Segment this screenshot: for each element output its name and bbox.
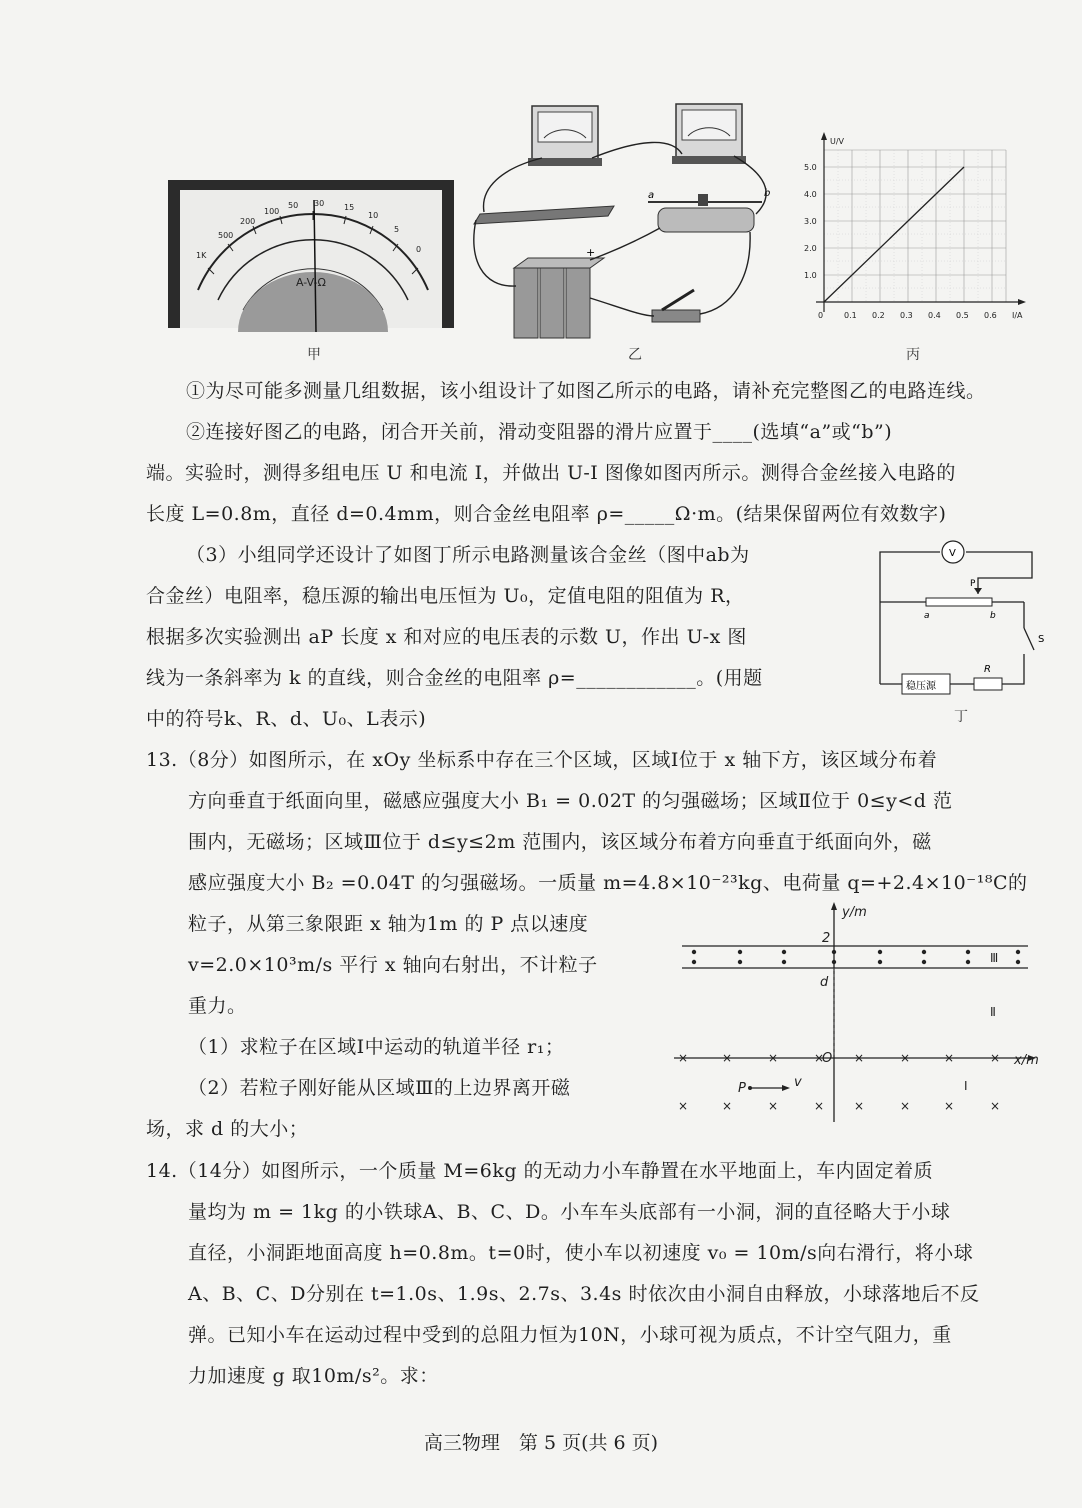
page-footer: 高三物理 第 5 页(共 6 页) <box>423 1432 659 1454</box>
q14-line2: 量均为 m = 1kg 的小铁球A、B、C、D。小车车头底部有一小洞，洞的直径略大于小球 <box>188 1201 951 1223</box>
figure-yi-circuit <box>472 98 782 348</box>
ui-line <box>824 167 964 302</box>
scale-mark: 30 <box>314 199 325 208</box>
svg-text:×: × <box>768 1099 779 1113</box>
svg-text:×: × <box>814 1051 825 1065</box>
terminal-a: a <box>648 190 655 201</box>
point-p-label: P <box>738 1081 746 1096</box>
scale-mark: 10 <box>368 211 379 220</box>
x-tick: 0.1 <box>844 311 857 320</box>
switch-icon <box>652 290 700 322</box>
y-tick: 2.0 <box>804 244 817 253</box>
q12-part3-line4: 线为一条斜率为 k 的直线，则合金丝的电阻率 ρ=____________。(用题 <box>146 667 763 689</box>
x-axis-label: x/m <box>1014 1053 1039 1068</box>
svg-text:×: × <box>678 1051 689 1065</box>
q12-sub2-line1: ②连接好图乙的电路，闭合开关前，滑动变阻器的滑片应置于____(选填“a”或“b”) <box>186 421 893 443</box>
q13-line4: 感应强度大小 B₂ =0.04T 的匀强磁场。一质量 m=4.8×10⁻²³kg、电荷量 q=+2.4×10⁻¹⁸C的 <box>188 872 1028 894</box>
svg-text:×: × <box>944 1051 955 1065</box>
x-tick: 0.5 <box>956 311 969 320</box>
region-3-label: Ⅲ <box>990 951 999 965</box>
scale-mark: 5 <box>394 225 400 234</box>
q12-sub2-line2: 端。实验时，测得多组电压 U 和电流 I，并做出 U-I 图像如图丙所示。测得合金丝接入电路的 <box>146 462 956 484</box>
q13-line6: v=2.0×10³m/s 平行 x 轴向右射出，不计粒子 <box>188 954 598 976</box>
q14-line3: 直径，小洞距地面高度 h=0.8m。t=0时，使小车以初速度 v₀ = 10m/s向右滑行，将小球 <box>188 1242 974 1264</box>
scale-mark: 100 <box>264 207 280 216</box>
region-1-label: Ⅰ <box>964 1079 968 1093</box>
q13-line3: 围内，无磁场；区域Ⅲ位于 d≤y≤2m 范围内，该区域分布着方向垂直于纸面向外，磁 <box>188 831 932 853</box>
scale-mark: 1K <box>196 251 207 260</box>
scale-mark: 500 <box>218 231 234 240</box>
y-tick: 3.0 <box>804 217 817 226</box>
origin-label: O <box>822 1051 833 1066</box>
q12-part3-line1: （3）小组同学还设计了如图丁所示电路测量该合金丝（图中ab为 <box>186 544 750 566</box>
q13-line1: 13.（8分）如图所示，在 xOy 坐标系中存在三个区域，区域Ⅰ位于 x 轴下方，该区域分布着 <box>146 749 938 771</box>
terminal-b: b <box>764 188 771 199</box>
q13-line8: （1）求粒子在区域Ⅰ中运动的轨道半径 r₁； <box>188 1036 565 1058</box>
source-label: 稳压源 <box>906 681 936 692</box>
svg-text:×: × <box>990 1051 1001 1065</box>
q12-sub2-line3: 长度 L=0.8m，直径 d=0.4mm，则合金丝电阻率 ρ=_____Ω·m。(结果保留两位有效数字) <box>146 503 947 525</box>
x-axis-label: I/A <box>1012 311 1023 320</box>
scale-mark: 50 <box>288 201 299 210</box>
y-tick: 5.0 <box>804 163 817 172</box>
q13-line5: 粒子，从第三象限距 x 轴为1m 的 P 点以速度 <box>188 913 589 935</box>
figure-bing-ui-graph <box>800 128 1040 328</box>
q14-line4: A、B、C、D分别在 t=1.0s、1.9s、2.7s、3.4s 时依次由小洞自由释放，小球落地后不反 <box>188 1283 980 1305</box>
switch-label: S <box>1038 634 1045 645</box>
svg-text:×: × <box>900 1051 911 1065</box>
alloy-wire <box>926 598 992 606</box>
x-tick: 0.6 <box>984 311 997 320</box>
voltmeter-label: V <box>949 548 956 559</box>
battery-plus: + <box>586 246 596 259</box>
scale-mark: 0 <box>416 245 422 254</box>
q14-line1: 14.（14分）如图所示，一个质量 M=6kg 的无动力小车静置在水平地面上，车内固定着质 <box>146 1160 934 1182</box>
y-axis-label: U/V <box>830 137 845 146</box>
figure-magnetic-field <box>668 900 1060 1130</box>
x-tick: 0.3 <box>900 311 913 320</box>
q14-line6: 力加速度 g 取10m/s²。求： <box>188 1365 439 1387</box>
svg-text:×: × <box>722 1099 733 1113</box>
figure-ding-circuit <box>866 538 1056 728</box>
q13-line9: （2）若粒子刚好能从区域Ⅲ的上边界离开磁 <box>188 1077 571 1099</box>
velocity-label: v <box>794 1075 802 1090</box>
svg-text:×: × <box>900 1099 911 1113</box>
point-b-label: b <box>990 611 996 621</box>
q13-line7: 重力。 <box>188 995 247 1017</box>
svg-text:×: × <box>990 1099 1001 1113</box>
region-2-label: Ⅱ <box>990 1005 996 1019</box>
y-tick: 4.0 <box>804 190 817 199</box>
svg-text:×: × <box>854 1051 865 1065</box>
point-p-label: P <box>970 579 976 589</box>
q12-part3-line3: 根据多次实验测出 aP 长度 x 和对应的电压表的示数 U，作出 U-x 图 <box>146 626 747 648</box>
tick-2: 2 <box>822 931 831 946</box>
scale-mark: 200 <box>240 217 256 226</box>
q12-part3-line2: 合金丝）电阻率，稳压源的输出电压恒为 U₀，定值电阻的阻值为 R， <box>146 585 745 607</box>
x-tick: 0.4 <box>928 311 941 320</box>
q14-line5: 弹。已知小车在运动过程中受到的总阻力恒为10N，小球可视为质点，不计空气阻力，重 <box>188 1324 952 1346</box>
scale-mark: 15 <box>344 203 355 212</box>
tick-d: d <box>820 975 829 990</box>
origin-label: 0 <box>818 311 824 320</box>
q13-line10: 场，求 d 的大小； <box>146 1118 309 1140</box>
x-tick: 0.2 <box>872 311 885 320</box>
svg-text:×: × <box>678 1099 689 1113</box>
figure-jia-caption: 甲 <box>307 347 321 363</box>
rheostat-icon <box>658 208 754 232</box>
q12-part3-line5: 中的符号k、R、d、U₀、L表示) <box>146 708 427 730</box>
q12-sub1: ①为尽可能多测量几组数据，该小组设计了如图乙所示的电路，请补充完整图乙的电路连线。 <box>186 380 986 402</box>
svg-text:×: × <box>722 1051 733 1065</box>
svg-text:×: × <box>768 1051 779 1065</box>
figure-ding-caption: 丁 <box>954 709 968 725</box>
figure-jia-multimeter <box>168 180 458 332</box>
q13-line2: 方向垂直于纸面向里，磁感应强度大小 B₁ = 0.02T 的匀强磁场；区域Ⅱ位于 0≤y<d 范 <box>188 790 953 812</box>
figure-bing-caption: 丙 <box>906 347 920 363</box>
meter-label: A-V-Ω <box>296 276 326 289</box>
svg-text:×: × <box>854 1099 865 1113</box>
figure-yi-caption: 乙 <box>628 347 642 363</box>
y-axis-label: y/m <box>842 905 867 920</box>
resistor-label: R <box>984 664 991 675</box>
y-tick: 1.0 <box>804 271 817 280</box>
point-a-label: a <box>924 611 930 621</box>
svg-text:×: × <box>944 1099 955 1113</box>
svg-text:×: × <box>814 1099 825 1113</box>
resistor-icon <box>974 678 1002 690</box>
